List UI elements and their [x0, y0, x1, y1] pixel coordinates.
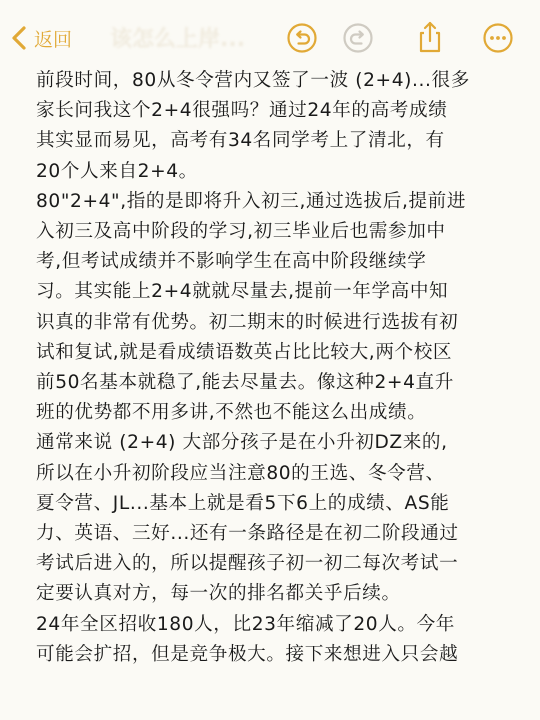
redo-icon: [342, 22, 374, 54]
paragraph: 通常来说 (2+4) 大部分孩子是在小升初DZ来的, 所以在小升初阶段应当注意80的王选、冬令营、 夏令营、JL...基本上就是看5下6上的成绩、AS能 力、英语、三好...还有一条路径是在初二阶段通过 考试后进入的，所以提醒孩子初一初二每次考试一 定要认真对方，每一次的排名都关乎后续。: [36, 432, 459, 605]
top-navigation-bar: [0, 0, 540, 64]
note-body[interactable]: [36, 66, 516, 670]
paragraph: 80"2+4",指的是即将升入初三,通过选拔后,提前进 入初三及高中阶段的学习,初三毕业后也需参加中 考,但考试成绩并不影响学生在高中阶段继续学 习。其实能上2+4就就尽量去,提前一年学高中知 识真的非常有优势。初二期末的时候进行选拔有初 试和复试,就是看成绩语数英占比比较大,两个校区 前50名基本就稳了,能去尽量去。像这种2+4直升 班的优势都不用多讲,不然也不能这么出成绩。: [36, 190, 467, 424]
redo-button[interactable]: [342, 22, 374, 54]
undo-icon: [286, 22, 318, 54]
more-button[interactable]: [482, 22, 514, 54]
back-button[interactable]: [10, 20, 72, 56]
paragraph: 前段时间，80从冬令营内又签了一波 (2+4)...很多 家长问我这个2+4很强吗？通过24年的高考成绩 其实显而易见，高考有34名同学考上了清北，有 20个人来自2+4。: [36, 70, 470, 182]
chevron-left-icon: [10, 25, 28, 51]
paragraph: 24年全区招收180人，比23年缩减了20人。今年 可能会扩招，但是竞争极大。接下来想进入只会越: [36, 613, 459, 665]
back-label: 返回: [34, 28, 73, 51]
share-button[interactable]: [414, 20, 446, 52]
blurred-title: 该怎么上岸...: [110, 27, 246, 52]
share-icon: [414, 20, 446, 54]
more-icon: [482, 22, 514, 54]
undo-button[interactable]: [286, 22, 318, 54]
